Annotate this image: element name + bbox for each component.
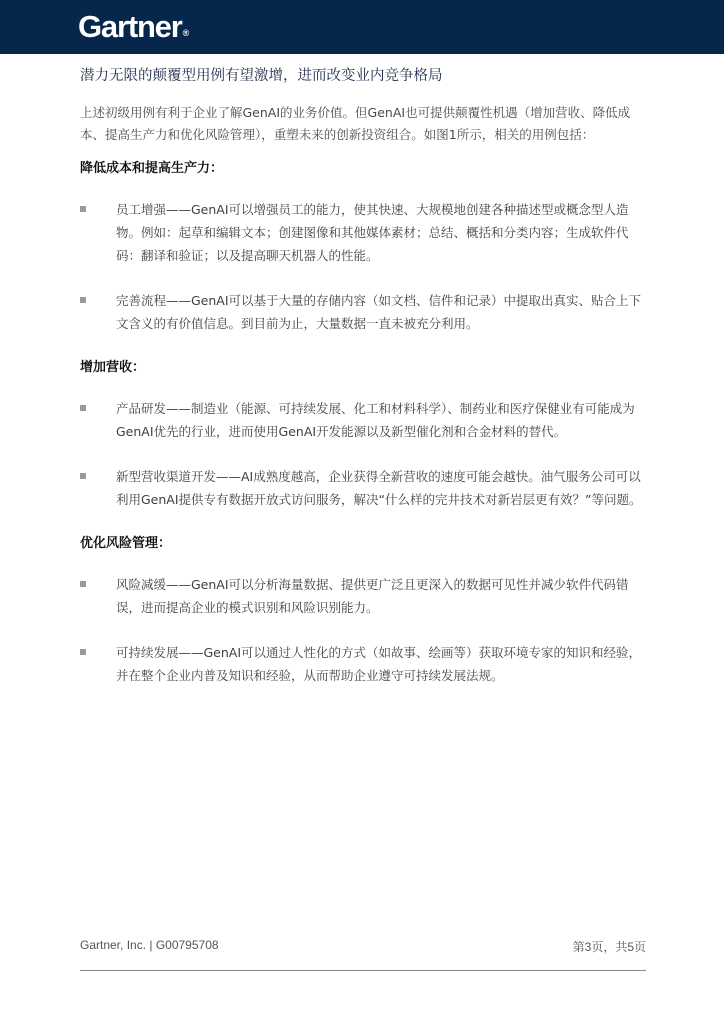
list-item: [80, 573, 646, 619]
page-title: 潜力无限的颠覆型用例有望激增，进而改变业内竞争格局: [80, 68, 443, 84]
registered-mark: ®: [182, 28, 190, 38]
list-item: [80, 198, 646, 267]
section-heading: 优化风险管理：: [80, 536, 172, 551]
square-bullet-icon: [80, 405, 86, 411]
list-item: [80, 289, 646, 335]
bullet-text: 新型营收渠道开发——AI成熟度越高，企业获得全新营收的速度可能会越快。油气服务公司可以利用GenAI提供专有数据开放式访问服务，解决“什么样的完井技术对新岩层更有效？”等问题。: [116, 469, 642, 507]
header-bar: [0, 0, 724, 54]
bullet-text: 员工增强——GenAI可以增强员工的能力，使其快速、大规模地创建各种描述型或概念型人造物。例如：起草和编辑文本；创建图像和其他媒体素材；总结、概括和分类内容；生成软件代码：翻译和验证；以及提高聊天机器人的性能。: [116, 202, 629, 263]
square-bullet-icon: [80, 581, 86, 587]
section-heading: 增加营收：: [80, 360, 146, 375]
logo-text: Gartner: [78, 9, 182, 44]
document-body: [80, 64, 646, 709]
bullet-text: 风险减缓——GenAI可以分析海量数据、提供更广泛且更深入的数据可见性并减少软件代码错误，进而提高企业的模式识别和风险识别能力。: [116, 577, 629, 615]
intro-paragraph: 上述初级用例有利于企业了解GenAI的业务价值。但GenAI也可提供颠覆性机遇（增加营收、降低成本、提高生产力和优化风险管理），重塑未来的创新投资组合。如图1所示，相关的用例包括：: [80, 105, 631, 142]
list-item: [80, 465, 646, 511]
square-bullet-icon: [80, 297, 86, 303]
square-bullet-icon: [80, 206, 86, 212]
list-item: [80, 641, 646, 687]
section-heading: 降低成本和提高生产力：: [80, 161, 224, 176]
square-bullet-icon: [80, 473, 86, 479]
list-item: [80, 397, 646, 443]
square-bullet-icon: [80, 649, 86, 655]
footer-page-number: 第3页，共5页: [572, 940, 646, 954]
page-footer: [80, 938, 646, 978]
bullet-text: 产品研发——制造业（能源、可持续发展、化工和材料科学）、制药业和医疗保健业有可能成为GenAI优先的行业，进而使用GenAI开发能源以及新型催化剂和合金材料的替代。: [116, 401, 635, 439]
bullet-text: 可持续发展——GenAI可以通过人性化的方式（如故事、绘画等）获取环境专家的知识和经验，并在整个企业内普及知识和经验，从而帮助企业遵守可持续发展法规。: [116, 645, 642, 683]
section-revenue: [80, 357, 646, 511]
footer-document-id: Gartner, Inc. | G00795708: [80, 938, 219, 952]
section-risk: [80, 533, 646, 687]
bullet-text: 完善流程——GenAI可以基于大量的存储内容（如文档、信件和记录）中提取出真实、贴合上下文含义的有价值信息。到目前为止，大量数据一直未被充分利用。: [116, 293, 642, 331]
footer-divider: [80, 970, 646, 971]
gartner-logo: [78, 8, 189, 52]
section-cost-productivity: [80, 158, 646, 335]
